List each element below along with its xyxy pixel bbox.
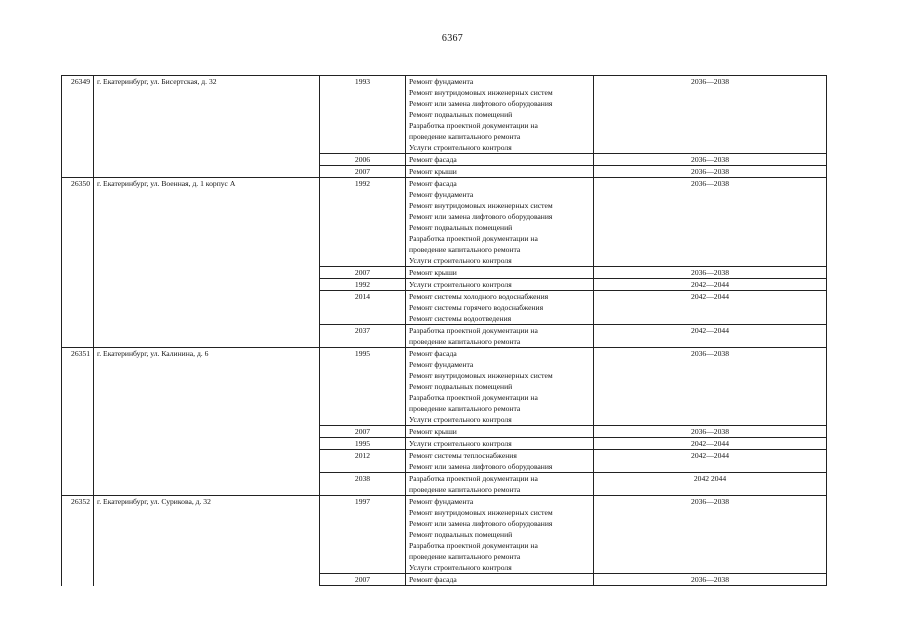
- work-item: Услуги строительного контроля: [409, 415, 512, 424]
- work-item: Разработка проектной документации на: [409, 121, 538, 130]
- work-item: Ремонт фундамента: [409, 77, 474, 86]
- year-cell: 1997: [320, 496, 406, 574]
- work-item: Ремонт фасада: [409, 155, 457, 164]
- work-item: проведение капитального ремонта: [409, 485, 521, 494]
- repair-schedule-table: [61, 75, 827, 586]
- period-cell: 2042—2044: [594, 450, 827, 473]
- address-cell: г. Екатеринбург, ул. Бисертская, д. 32: [94, 76, 320, 178]
- works-cell: [406, 496, 594, 574]
- work-item: Ремонт подвальных помещений: [409, 382, 513, 391]
- work-item: Ремонт системы водоотведения: [409, 314, 512, 323]
- work-item: Разработка проектной документации на: [409, 326, 538, 335]
- work-item: Услуги строительного контроля: [409, 439, 512, 448]
- work-item: Ремонт фасада: [409, 575, 457, 584]
- works-cell: [406, 450, 594, 473]
- work-item: проведение капитального ремонта: [409, 404, 521, 413]
- period-cell: 2036—2038: [594, 178, 827, 267]
- year-cell: 2007: [320, 426, 406, 438]
- house-id-cell: 26351: [62, 348, 94, 496]
- table-row: [62, 76, 827, 154]
- work-item: проведение капитального ремонта: [409, 337, 521, 346]
- year-cell: 2007: [320, 574, 406, 586]
- year-cell: 1993: [320, 76, 406, 154]
- work-item: Разработка проектной документации на: [409, 474, 538, 483]
- work-item: Ремонт подвальных помещений: [409, 530, 513, 539]
- period-cell: 2042—2044: [594, 325, 827, 348]
- work-item: Ремонт внутридомовых инженерных систем: [409, 508, 553, 517]
- period-cell: 2042—2044: [594, 279, 827, 291]
- work-item: Услуги строительного контроля: [409, 143, 512, 152]
- works-cell: [406, 267, 594, 279]
- work-item: Ремонт или замена лифтового оборудования: [409, 212, 553, 221]
- works-cell: [406, 154, 594, 166]
- address-cell: г. Екатеринбург, ул. Сурикова, д. 32: [94, 496, 320, 586]
- work-item: Ремонт фасада: [409, 349, 457, 358]
- year-cell: 2014: [320, 291, 406, 325]
- work-item: Ремонт или замена лифтового оборудования: [409, 99, 553, 108]
- period-cell: 2036—2038: [594, 166, 827, 178]
- period-cell: 2042—2044: [594, 291, 827, 325]
- works-cell: [406, 574, 594, 586]
- year-cell: 2007: [320, 267, 406, 279]
- work-item: Ремонт подвальных помещений: [409, 223, 513, 232]
- work-item: Ремонт крыши: [409, 167, 457, 176]
- works-cell: [406, 473, 594, 496]
- period-cell: 2036—2038: [594, 154, 827, 166]
- work-item: Ремонт фасада: [409, 179, 457, 188]
- period-cell: 2036—2038: [594, 76, 827, 154]
- works-cell: [406, 348, 594, 426]
- page-number: 6367: [441, 33, 464, 44]
- work-item: Ремонт фундамента: [409, 497, 474, 506]
- year-cell: 2007: [320, 166, 406, 178]
- work-item: Ремонт подвальных помещений: [409, 110, 513, 119]
- period-cell: 2042—2044: [594, 438, 827, 450]
- year-cell: 1992: [320, 279, 406, 291]
- work-item: проведение капитального ремонта: [409, 245, 521, 254]
- work-item: Ремонт или замена лифтового оборудования: [409, 519, 553, 528]
- house-id-cell: 26350: [62, 178, 94, 348]
- work-item: Ремонт системы теплоснабжения: [409, 451, 517, 460]
- work-item: Разработка проектной документации на: [409, 541, 538, 550]
- works-cell: [406, 438, 594, 450]
- work-item: проведение капитального ремонта: [409, 132, 521, 141]
- year-cell: 2012: [320, 450, 406, 473]
- work-item: Ремонт крыши: [409, 268, 457, 277]
- year-cell: 2006: [320, 154, 406, 166]
- works-cell: [406, 325, 594, 348]
- work-item: Разработка проектной документации на: [409, 234, 538, 243]
- works-cell: [406, 279, 594, 291]
- year-cell: 2038: [320, 473, 406, 496]
- address-cell: г. Екатеринбург, ул. Военная, д. 1 корпус А: [94, 178, 320, 348]
- work-item: Услуги строительного контроля: [409, 280, 512, 289]
- works-cell: [406, 166, 594, 178]
- work-item: проведение капитального ремонта: [409, 552, 521, 561]
- year-cell: 1995: [320, 348, 406, 426]
- works-cell: [406, 291, 594, 325]
- table-body: [62, 76, 827, 586]
- work-item: Разработка проектной документации на: [409, 393, 538, 402]
- works-cell: [406, 178, 594, 267]
- year-cell: 1995: [320, 438, 406, 450]
- work-item: Услуги строительного контроля: [409, 256, 512, 265]
- work-item: Ремонт системы холодного водоснабжения: [409, 292, 549, 301]
- house-id-cell: 26349: [62, 76, 94, 178]
- year-cell: 1992: [320, 178, 406, 267]
- house-id-cell: 26352: [62, 496, 94, 586]
- table-row: [62, 496, 827, 574]
- work-item: Ремонт внутридомовых инженерных систем: [409, 201, 553, 210]
- period-cell: 2036—2038: [594, 426, 827, 438]
- work-item: Ремонт фундамента: [409, 190, 474, 199]
- period-cell: 2036—2038: [594, 267, 827, 279]
- work-item: Ремонт фундамента: [409, 360, 474, 369]
- period-cell: 2036—2038: [594, 496, 827, 574]
- work-item: Ремонт крыши: [409, 427, 457, 436]
- table-row: [62, 348, 827, 426]
- period-cell: 2036—2038: [594, 348, 827, 426]
- table-row: [62, 178, 827, 267]
- works-cell: [406, 426, 594, 438]
- year-cell: 2037: [320, 325, 406, 348]
- work-item: Ремонт или замена лифтового оборудования: [409, 462, 553, 471]
- work-item: Ремонт внутридомовых инженерных систем: [409, 371, 553, 380]
- period-cell: 2042 2044: [594, 473, 827, 496]
- work-item: Ремонт внутридомовых инженерных систем: [409, 88, 553, 97]
- work-item: Ремонт системы горячего водоснабжения: [409, 303, 544, 312]
- works-cell: [406, 76, 594, 154]
- period-cell: 2036—2038: [594, 574, 827, 586]
- work-item: Услуги строительного контроля: [409, 563, 512, 572]
- address-cell: г. Екатеринбург, ул. Калинина, д. 6: [94, 348, 320, 496]
